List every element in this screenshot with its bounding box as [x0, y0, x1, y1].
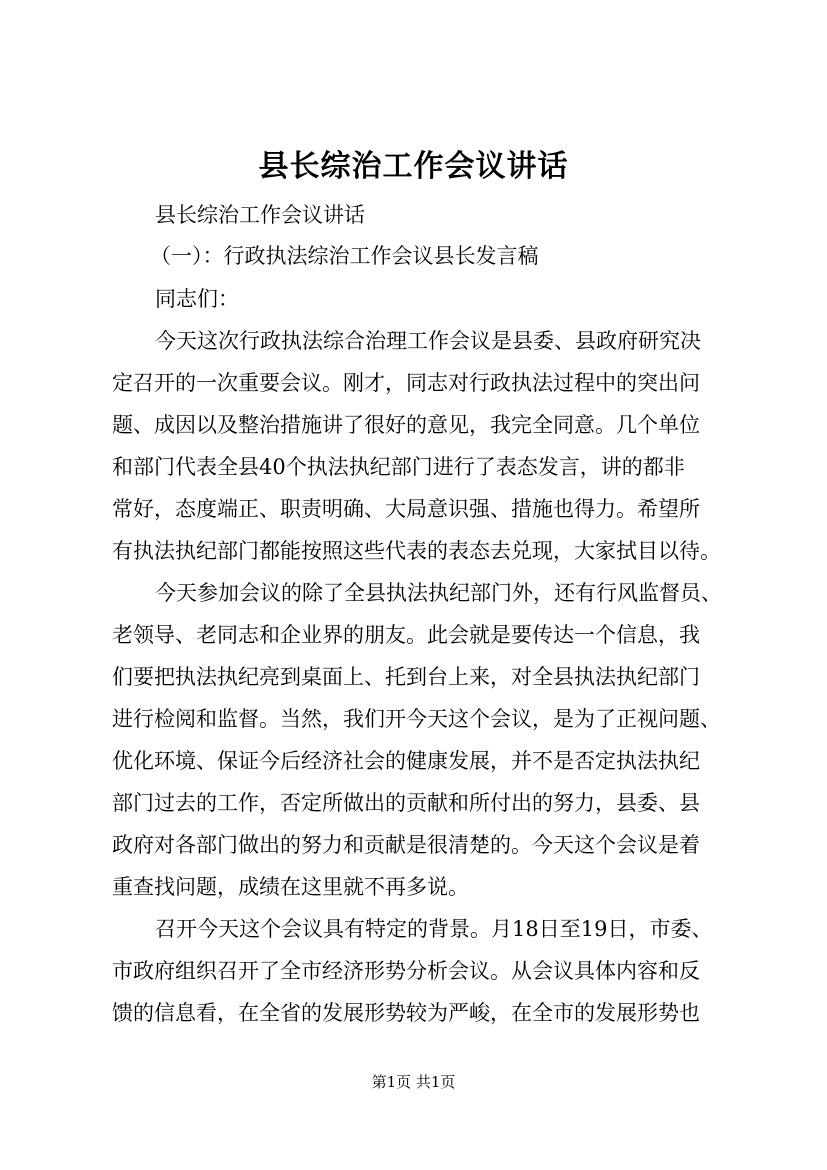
- paragraph-1-line-5: 常好，态度端正、职责明确、大局意识强、措施也得力。希望所: [112, 497, 700, 521]
- paragraph-2-line-5: 优化环境、保证今后经济社会的健康发展，并不是否定执法执纪: [112, 749, 700, 773]
- subtitle-line: 县长综治工作会议讲话: [155, 203, 365, 227]
- paragraph-3-line-1: 召开今天这个会议具有特定的背景。月18日至19日，市委、: [155, 917, 713, 941]
- paragraph-3-line-2: 市政府组织召开了全市经济形势分析会议。从会议具体内容和反: [112, 959, 700, 983]
- paragraph-2-line-8: 重查找问题，成绩在这里就不再多说。: [112, 875, 469, 899]
- paragraph-1-line-1: 今天这次行政执法综合治理工作会议是县委、县政府研究决: [155, 329, 701, 353]
- paragraph-2-line-4: 进行检阅和监督。当然，我们开今天这个会议，是为了正视问题、: [112, 707, 721, 731]
- section-heading: （一）：行政执法综治工作会议县长发言稿: [150, 244, 539, 268]
- paragraph-1-line-4: 和部门代表全县40个执法执纪部门进行了表态发言，讲的都非: [112, 455, 685, 479]
- paragraph-2-line-7: 政府对各部门做出的努力和贡献是很清楚的。今天这个会议是着: [112, 833, 700, 857]
- paragraph-2-line-3: 们要把执法执纪亮到桌面上、托到台上来，对全县执法执纪部门: [112, 665, 700, 689]
- page-footer: 第1页 共1页: [371, 1073, 456, 1091]
- paragraph-3-line-3: 馈的信息看，在全省的发展形势较为严峻，在全市的发展形势也: [112, 1001, 700, 1025]
- document-title: 县长综治工作会议讲话: [258, 149, 569, 184]
- paragraph-2-line-1: 今天参加会议的除了全县执法执纪部门外，还有行风监督员、: [155, 581, 722, 605]
- paragraph-2-line-2: 老领导、老同志和企业界的朋友。此会就是要传达一个信息，我: [112, 623, 700, 647]
- paragraph-1-line-6: 有执法执纪部门都能按照这些代表的表态去兑现，大家拭目以待。: [112, 539, 721, 563]
- paragraph-1-line-3: 题、成因以及整治措施讲了很好的意见，我完全同意。几个单位: [112, 413, 700, 437]
- paragraph-2-line-6: 部门过去的工作，否定所做出的贡献和所付出的努力，县委、县: [112, 791, 700, 815]
- paragraph-1-line-2: 定召开的一次重要会议。刚才，同志对行政执法过程中的突出问: [112, 371, 700, 395]
- salutation: 同志们：: [155, 287, 239, 311]
